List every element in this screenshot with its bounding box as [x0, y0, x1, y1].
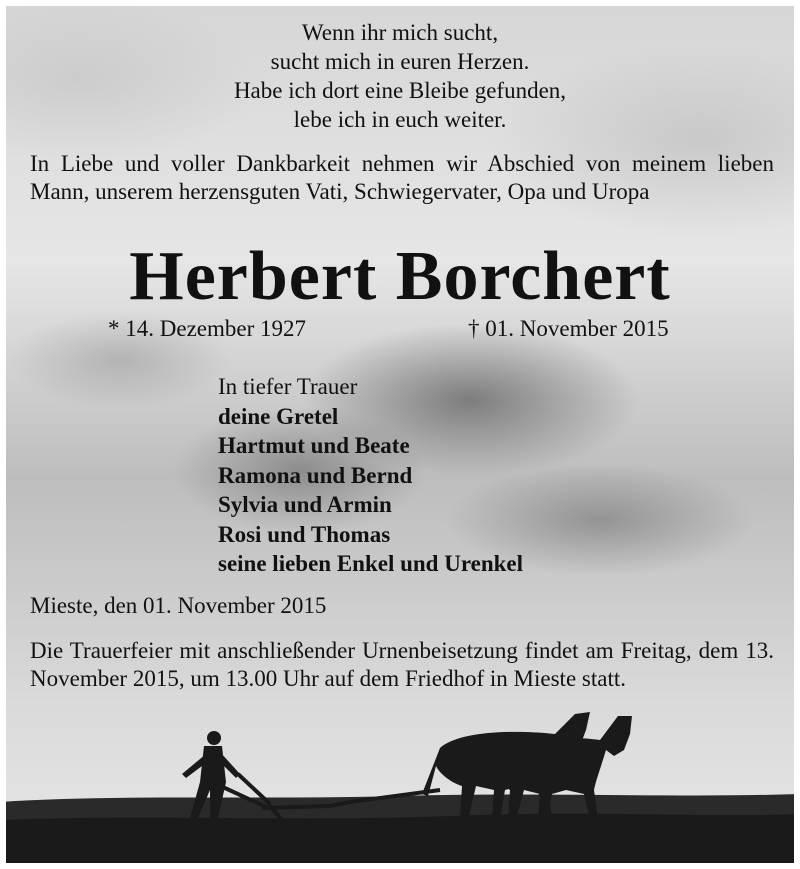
place-date: Mieste, den 01. November 2015	[30, 593, 327, 618]
mourner: Hartmut und Beate	[218, 433, 410, 458]
poem-line: Wenn ihr mich sucht,	[301, 20, 499, 45]
mourner: Ramona und Bernd	[218, 462, 413, 488]
poem-line: Habe ich dort eine Bleibe gefunden,	[233, 78, 567, 103]
poem-line: sucht mich in euren Herzen.	[270, 49, 530, 74]
funeral-notice: Die Trauerfeier mit anschließender Urnenbeisetzung findet am Freitag, dem 13. November 2015, um 13.00 Uhr auf dem Friedhof in Mieste statt.	[30, 638, 774, 691]
intro-text: In Liebe und voller Dankbarkeit nehmen wir Abschied von meinem lieben Mann, unserem herzensguten Vati, Schwiegervater, Opa und Uropa	[30, 151, 774, 204]
poem-line: lebe ich in euch weiter.	[293, 107, 507, 132]
death-date: † 01. November 2015	[468, 316, 669, 341]
mourner: Rosi und Thomas	[218, 521, 391, 547]
deceased-name: Herbert Borchert	[129, 238, 671, 315]
mourner: seine lieben Enkel und Urenkel	[218, 551, 524, 576]
birth-date: * 14. Dezember 1927	[108, 316, 306, 341]
ploughing-silhouette-image	[0, 690, 800, 869]
mourners-list	[218, 372, 523, 579]
mourner: Sylvia und Armin	[218, 492, 392, 517]
mourning-intro: In tiefer Trauer	[218, 374, 358, 399]
poem	[0, 18, 800, 134]
mourner: deine Gretel	[218, 403, 339, 429]
